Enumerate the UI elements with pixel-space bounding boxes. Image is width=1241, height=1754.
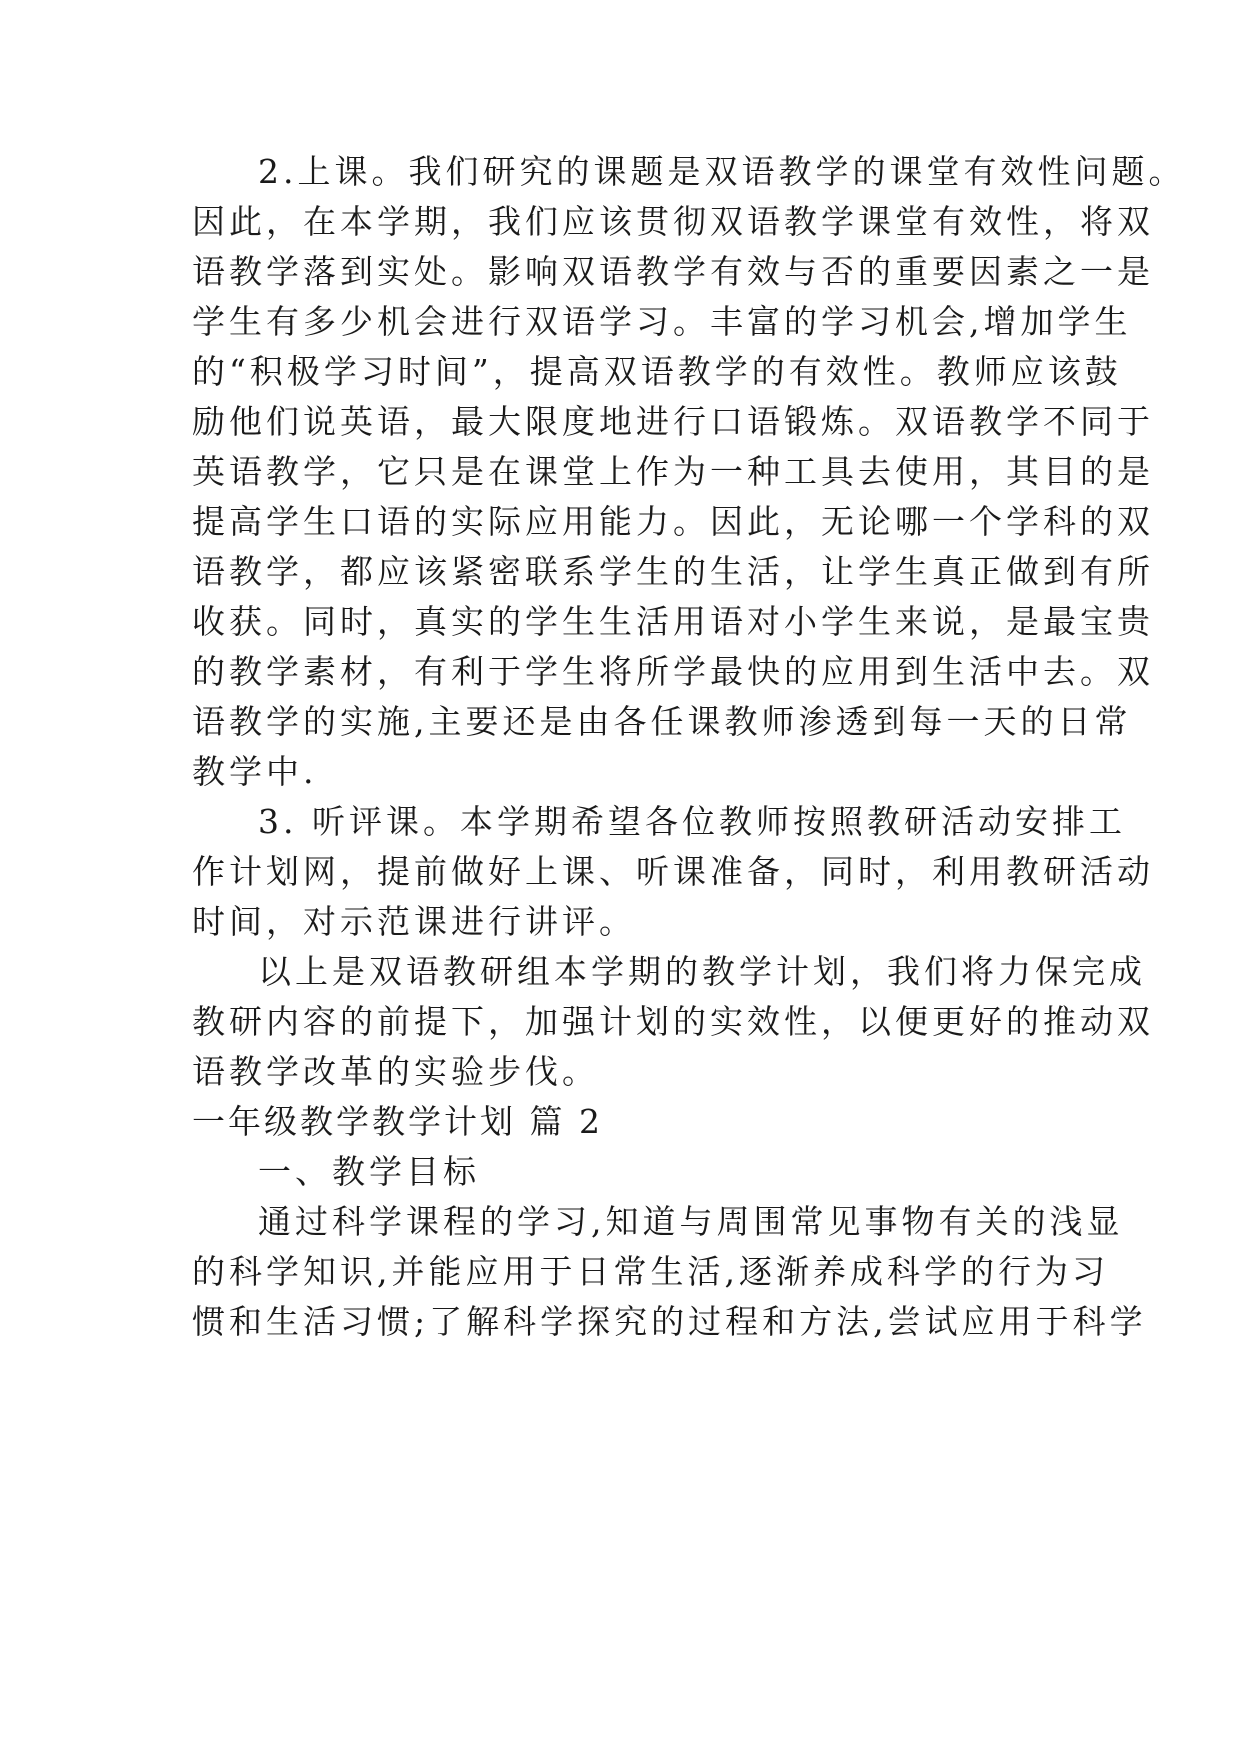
paragraph-line: 学生有多少机会进行双语学习。丰富的学习机会,增加学生 xyxy=(192,302,1132,341)
paragraph-line: 语教学的实施,主要还是由各任课教师渗透到每一天的日常 xyxy=(192,702,1132,741)
paragraph-line: 英语教学，它只是在课堂上作为一种工具去使用，其目的是 xyxy=(192,452,1154,491)
paragraph-line: 通过科学课程的学习,知道与周围常见事物有关的浅显 xyxy=(258,1202,1124,1241)
paragraph-line: 教学中. xyxy=(192,752,318,791)
paragraph-line: 收获。同时，真实的学生生活用语对小学生来说，是最宝贵 xyxy=(192,602,1154,641)
paragraph-line: 时间，对示范课进行讲评。 xyxy=(192,902,636,941)
paragraph-line: 的教学素材，有利于学生将所学最快的应用到生活中去。双 xyxy=(192,652,1154,691)
paragraph-line: 以上是双语教研组本学期的教学计划，我们将力保完成 xyxy=(258,952,1146,991)
paragraph-line: 因此，在本学期，我们应该贯彻双语教学课堂有效性，将双 xyxy=(192,202,1154,241)
paragraph-line: 教研内容的前提下，加强计划的实效性，以便更好的推动双 xyxy=(192,1002,1154,1041)
paragraph-line: 惯和生活习惯;了解科学探究的过程和方法,尝试应用于科学 xyxy=(192,1302,1147,1341)
paragraph-line: 3. 听评课。本学期希望各位教师按照教研活动安排工 xyxy=(258,802,1126,841)
paragraph-line: 2.上课。我们研究的课题是双语教学的课堂有效性问题。 xyxy=(258,152,1186,191)
paragraph-line: 作计划网，提前做好上课、听课准备，同时，利用教研活动 xyxy=(192,852,1154,891)
paragraph-line: 语教学落到实处。影响双语教学有效与否的重要因素之一是 xyxy=(192,252,1154,291)
paragraph-line: 提高学生口语的实际应用能力。因此，无论哪一个学科的双 xyxy=(192,502,1154,541)
paragraph-line: 励他们说英语，最大限度地进行口语锻炼。双语教学不同于 xyxy=(192,402,1154,441)
paragraph-line: 的“积极学习时间”，提高双语教学的有效性。教师应该鼓 xyxy=(192,352,1122,391)
subsection-heading: 一、教学目标 xyxy=(258,1152,480,1191)
paragraph-line: 语教学，都应该紧密联系学生的生活，让学生真正做到有所 xyxy=(192,552,1154,591)
paragraph-line: 的科学知识,并能应用于日常生活,逐渐养成科学的行为习 xyxy=(192,1252,1109,1291)
paragraph-line: 语教学改革的实验步伐。 xyxy=(192,1052,599,1091)
section-heading: 一年级教学教学计划 篇 2 xyxy=(192,1102,603,1141)
